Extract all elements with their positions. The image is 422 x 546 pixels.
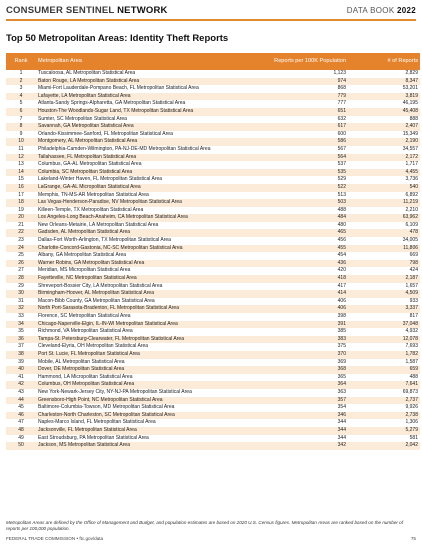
cell-num-reports: 2,187 xyxy=(348,275,420,283)
cell-num-reports: 15,349 xyxy=(348,131,420,139)
cell-num-reports: 424 xyxy=(348,267,420,275)
cell-per-100k: 365 xyxy=(260,374,348,382)
cell-area: Dallas-Fort Worth-Arlington, TX Metropolitan Statistical Area xyxy=(36,237,260,245)
cell-area: Killeen-Temple, TX Metropolitan Statistical Area xyxy=(36,207,260,215)
cell-rank: 38 xyxy=(6,351,36,359)
cell-num-reports: 488 xyxy=(348,374,420,382)
cell-area: East Stroudsburg, PA Metropolitan Statistical Area xyxy=(36,435,260,443)
cell-num-reports: 478 xyxy=(348,229,420,237)
table-row xyxy=(6,442,420,450)
col-header-area: Metropolitan Area xyxy=(36,53,260,70)
cell-rank: 46 xyxy=(6,412,36,420)
cell-area: New York-Newark-Jersey City, NY-NJ-PA Metropolitan Statistical Area xyxy=(36,389,260,397)
cell-rank: 20 xyxy=(6,214,36,222)
cell-area: Baltimore-Columbia-Towson, MD Metropolitan Statistical Area xyxy=(36,404,260,412)
table-row xyxy=(6,419,420,427)
cell-area: Fayetteville, NC Metropolitan Statistical Area xyxy=(36,275,260,283)
cell-rank: 11 xyxy=(6,146,36,154)
table-row xyxy=(6,412,420,420)
table-row xyxy=(6,427,420,435)
cell-per-100k: 777 xyxy=(260,100,348,108)
cell-per-100k: 344 xyxy=(260,427,348,435)
cell-area: Meridian, MS Micropolitan Statistical Area xyxy=(36,267,260,275)
cell-num-reports: 2,738 xyxy=(348,412,420,420)
cell-num-reports: 4,509 xyxy=(348,290,420,298)
cell-rank: 47 xyxy=(6,419,36,427)
col-header-num-reports: # of Reports xyxy=(348,53,420,70)
cell-rank: 13 xyxy=(6,161,36,169)
cell-per-100k: 417 xyxy=(260,283,348,291)
cell-num-reports: 798 xyxy=(348,260,420,268)
cell-rank: 39 xyxy=(6,359,36,367)
cell-num-reports: 3,736 xyxy=(348,176,420,184)
cell-rank: 5 xyxy=(6,100,36,108)
cell-area: Dover, DE Metropolitan Statistical Area xyxy=(36,366,260,374)
cell-rank: 25 xyxy=(6,252,36,260)
cell-rank: 43 xyxy=(6,389,36,397)
cell-rank: 8 xyxy=(6,123,36,131)
data-book-year: 2022 xyxy=(397,6,416,15)
cell-rank: 42 xyxy=(6,381,36,389)
cell-per-100k: 567 xyxy=(260,146,348,154)
cell-rank: 23 xyxy=(6,237,36,245)
cell-area: Columbia, SC Metropolitan Statistical Area xyxy=(36,169,260,177)
cell-num-reports: 540 xyxy=(348,184,420,192)
cell-rank: 35 xyxy=(6,328,36,336)
cell-rank: 40 xyxy=(6,366,36,374)
cell-rank: 31 xyxy=(6,298,36,306)
cell-per-100k: 537 xyxy=(260,161,348,169)
cell-num-reports: 8,347 xyxy=(348,78,420,86)
cell-per-100k: 342 xyxy=(260,442,348,450)
cell-num-reports: 69,873 xyxy=(348,389,420,397)
cell-per-100k: 513 xyxy=(260,192,348,200)
page-title: Top 50 Metropolitan Areas: Identity Theft Reports xyxy=(6,33,229,44)
cell-num-reports: 11,219 xyxy=(348,199,420,207)
cell-rank: 1 xyxy=(6,70,36,78)
cell-area: North Port-Sarasota-Bradenton, FL Metropolitan Statistical Area xyxy=(36,305,260,313)
cell-per-100k: 436 xyxy=(260,260,348,268)
cell-per-100k: 651 xyxy=(260,108,348,116)
cell-rank: 22 xyxy=(6,229,36,237)
cell-num-reports: 1,782 xyxy=(348,351,420,359)
table-row xyxy=(6,192,420,200)
cell-num-reports: 3,819 xyxy=(348,93,420,101)
table-body xyxy=(6,70,420,450)
cell-rank: 24 xyxy=(6,245,36,253)
table-row xyxy=(6,237,420,245)
table-row xyxy=(6,123,420,131)
cell-per-100k: 370 xyxy=(260,351,348,359)
table-row xyxy=(6,283,420,291)
cell-area: Port St. Lucie, FL Metropolitan Statistical Area xyxy=(36,351,260,359)
cell-per-100k: 344 xyxy=(260,419,348,427)
cell-area: Columbus, OH Metropolitan Statistical Area xyxy=(36,381,260,389)
cell-num-reports: 7,641 xyxy=(348,381,420,389)
cell-per-100k: 522 xyxy=(260,184,348,192)
cell-area: Naples-Marco Island, FL Metropolitan Statistical Area xyxy=(36,419,260,427)
data-book-label xyxy=(347,6,416,15)
table-row xyxy=(6,351,420,359)
cell-rank: 12 xyxy=(6,154,36,162)
cell-per-100k: 357 xyxy=(260,397,348,405)
cell-rank: 15 xyxy=(6,176,36,184)
cell-area: Chicago-Naperville-Elgin, IL-IN-WI Metropolitan Statistical Area xyxy=(36,321,260,329)
cell-per-100k: 369 xyxy=(260,359,348,367)
table-row xyxy=(6,366,420,374)
page-header xyxy=(6,5,416,17)
cell-area: Sumter, SC Metropolitan Statistical Area xyxy=(36,116,260,124)
cell-rank: 6 xyxy=(6,108,36,116)
cell-num-reports: 659 xyxy=(348,366,420,374)
cell-per-100k: 632 xyxy=(260,116,348,124)
cell-rank: 32 xyxy=(6,305,36,313)
cell-num-reports: 817 xyxy=(348,313,420,321)
cell-num-reports: 6,892 xyxy=(348,192,420,200)
cell-per-100k: 455 xyxy=(260,245,348,253)
cell-per-100k: 488 xyxy=(260,207,348,215)
table-row xyxy=(6,85,420,93)
table-row xyxy=(6,138,420,146)
cell-rank: 21 xyxy=(6,222,36,230)
table-row xyxy=(6,298,420,306)
cell-area: Charleston-North Charleston, SC Metropolitan Statistical Area xyxy=(36,412,260,420)
cell-area: Charlotte-Concord-Gastonia, NC-SC Metropolitan Statistical Area xyxy=(36,245,260,253)
cell-per-100k: 600 xyxy=(260,131,348,139)
cell-rank: 3 xyxy=(6,85,36,93)
cell-num-reports: 1,587 xyxy=(348,359,420,367)
table-row xyxy=(6,161,420,169)
cell-num-reports: 933 xyxy=(348,298,420,306)
cell-area: Macon-Bibb County, GA Metropolitan Statistical Area xyxy=(36,298,260,306)
table-row xyxy=(6,404,420,412)
brand-title xyxy=(6,5,168,16)
table-row xyxy=(6,336,420,344)
cell-num-reports: 4,455 xyxy=(348,169,420,177)
table-row xyxy=(6,78,420,86)
table-row xyxy=(6,146,420,154)
table-row xyxy=(6,70,420,78)
cell-rank: 4 xyxy=(6,93,36,101)
cell-per-100k: 974 xyxy=(260,78,348,86)
table-row xyxy=(6,169,420,177)
cell-area: Los Angeles-Long Beach-Anaheim, CA Metropolitan Statistical Area xyxy=(36,214,260,222)
cell-area: Columbus, GA-AL Metropolitan Statistical Area xyxy=(36,161,260,169)
cell-rank: 28 xyxy=(6,275,36,283)
cell-rank: 27 xyxy=(6,267,36,275)
data-book-text: DATA BOOK xyxy=(346,6,395,15)
cell-per-100k: 420 xyxy=(260,267,348,275)
cell-num-reports: 2,210 xyxy=(348,207,420,215)
cell-per-100k: 503 xyxy=(260,199,348,207)
cell-area: Memphis, TN-MS-AR Metropolitan Statistical Area xyxy=(36,192,260,200)
cell-rank: 45 xyxy=(6,404,36,412)
cell-rank: 34 xyxy=(6,321,36,329)
cell-rank: 2 xyxy=(6,78,36,86)
cell-area: LaGrange, GA-AL Micropolitan Statistical Area xyxy=(36,184,260,192)
table-row xyxy=(6,100,420,108)
cell-rank: 18 xyxy=(6,199,36,207)
table-row xyxy=(6,116,420,124)
cell-num-reports: 46,195 xyxy=(348,100,420,108)
footnote: Metropolitan Areas are defined by the Office of Management and Budget, and population estimates are based on 2020 U.S. Census figures. Metropolitan Areas are ranked based on the number of reports per 100,000 population. xyxy=(6,520,404,531)
cell-area: Tampa-St. Petersburg-Clearwater, FL Metropolitan Statistical Area xyxy=(36,336,260,344)
cell-per-100k: 779 xyxy=(260,93,348,101)
cell-num-reports: 12,078 xyxy=(348,336,420,344)
cell-num-reports: 1,306 xyxy=(348,419,420,427)
cell-area: Shreveport-Bossier City, LA Metropolitan Statistical Area xyxy=(36,283,260,291)
cell-num-reports: 4,932 xyxy=(348,328,420,336)
cell-num-reports: 5,279 xyxy=(348,427,420,435)
cell-rank: 41 xyxy=(6,374,36,382)
cell-rank: 36 xyxy=(6,336,36,344)
table-row xyxy=(6,389,420,397)
cell-per-100k: 406 xyxy=(260,298,348,306)
table-row xyxy=(6,199,420,207)
cell-per-100k: 529 xyxy=(260,176,348,184)
cell-area: Las Vegas-Henderson-Paradise, NV Metropolitan Statistical Area xyxy=(36,199,260,207)
cell-area: Warner Robins, GA Metropolitan Statistical Area xyxy=(36,260,260,268)
cell-area: Jacksonville, FL Metropolitan Statistical Area xyxy=(36,427,260,435)
table-row xyxy=(6,176,420,184)
cell-rank: 26 xyxy=(6,260,36,268)
cell-per-100k: 586 xyxy=(260,138,348,146)
table-row xyxy=(6,435,420,443)
cell-area: Birmingham-Hoover, AL Metropolitan Statistical Area xyxy=(36,290,260,298)
table-row xyxy=(6,131,420,139)
cell-num-reports: 669 xyxy=(348,252,420,260)
cell-per-100k: 484 xyxy=(260,214,348,222)
cell-area: Montgomery, AL Metropolitan Statistical Area xyxy=(36,138,260,146)
table-row xyxy=(6,275,420,283)
cell-area: Jackson, MS Metropolitan Statistical Area xyxy=(36,442,260,450)
cell-num-reports: 53,201 xyxy=(348,85,420,93)
cell-num-reports: 63,962 xyxy=(348,214,420,222)
cell-per-100k: 406 xyxy=(260,305,348,313)
table-row xyxy=(6,93,420,101)
cell-rank: 30 xyxy=(6,290,36,298)
table-row xyxy=(6,108,420,116)
cell-area: Atlanta-Sandy Springs-Alpharetta, GA Metropolitan Statistical Area xyxy=(36,100,260,108)
cell-area: Cleveland-Elyria, OH Metropolitan Statistical Area xyxy=(36,343,260,351)
cell-num-reports: 1,717 xyxy=(348,161,420,169)
col-header-per-100k: Reports per 100K Population xyxy=(260,53,348,70)
cell-per-100k: 535 xyxy=(260,169,348,177)
brand-title-part1: CONSUMER SENTINEL xyxy=(6,5,115,16)
cell-rank: 16 xyxy=(6,184,36,192)
cell-rank: 37 xyxy=(6,343,36,351)
cell-num-reports: 888 xyxy=(348,116,420,124)
table-row xyxy=(6,321,420,329)
table-row xyxy=(6,343,420,351)
cell-rank: 14 xyxy=(6,169,36,177)
cell-rank: 29 xyxy=(6,283,36,291)
cell-rank: 50 xyxy=(6,442,36,450)
table-row xyxy=(6,313,420,321)
cell-per-100k: 364 xyxy=(260,381,348,389)
col-header-rank: Rank xyxy=(6,53,36,70)
table-row xyxy=(6,252,420,260)
table-row xyxy=(6,207,420,215)
footer-source: FEDERAL TRADE COMMISSION • ftc.gov/data xyxy=(6,536,104,541)
cell-num-reports: 1,657 xyxy=(348,283,420,291)
cell-per-100k: 375 xyxy=(260,343,348,351)
header-rule xyxy=(6,19,416,21)
page-footer xyxy=(6,536,416,541)
cell-per-100k: 391 xyxy=(260,321,348,329)
cell-rank: 49 xyxy=(6,435,36,443)
cell-per-100k: 363 xyxy=(260,389,348,397)
cell-rank: 7 xyxy=(6,116,36,124)
table-row xyxy=(6,222,420,230)
table-row xyxy=(6,214,420,222)
cell-area: Tallahassee, FL Metropolitan Statistical Area xyxy=(36,154,260,162)
cell-per-100k: 465 xyxy=(260,229,348,237)
cell-per-100k: 1,123 xyxy=(260,70,348,78)
cell-num-reports: 2,172 xyxy=(348,154,420,162)
cell-num-reports: 7,693 xyxy=(348,343,420,351)
table-header-row xyxy=(6,53,420,70)
cell-rank: 33 xyxy=(6,313,36,321)
cell-area: Tuscaloosa, AL Metropolitan Statistical Area xyxy=(36,70,260,78)
table-row xyxy=(6,374,420,382)
cell-per-100k: 480 xyxy=(260,222,348,230)
cell-rank: 17 xyxy=(6,192,36,200)
cell-area: Savannah, GA Metropolitan Statistical Area xyxy=(36,123,260,131)
cell-area: Lafayette, LA Metropolitan Statistical Area xyxy=(36,93,260,101)
cell-per-100k: 383 xyxy=(260,336,348,344)
cell-area: Hammond, LA Micropolitan Statistical Area xyxy=(36,374,260,382)
cell-per-100k: 456 xyxy=(260,237,348,245)
cell-num-reports: 2,190 xyxy=(348,138,420,146)
brand-title-part2: NETWORK xyxy=(117,5,168,16)
cell-per-100k: 368 xyxy=(260,366,348,374)
cell-area: Lakeland-Winter Haven, FL Metropolitan Statistical Area xyxy=(36,176,260,184)
cell-num-reports: 3,337 xyxy=(348,305,420,313)
metro-areas-table xyxy=(6,53,420,450)
cell-per-100k: 418 xyxy=(260,275,348,283)
table-row xyxy=(6,184,420,192)
cell-rank: 19 xyxy=(6,207,36,215)
cell-rank: 44 xyxy=(6,397,36,405)
cell-rank: 10 xyxy=(6,138,36,146)
cell-area: Albany, GA Metropolitan Statistical Area xyxy=(36,252,260,260)
cell-area: Mobile, AL Metropolitan Statistical Area xyxy=(36,359,260,367)
cell-area: Baton Rouge, LA Metropolitan Statistical Area xyxy=(36,78,260,86)
cell-area: Richmond, VA Metropolitan Statistical Area xyxy=(36,328,260,336)
cell-area: Florence, SC Metropolitan Statistical Area xyxy=(36,313,260,321)
table-row xyxy=(6,328,420,336)
cell-num-reports: 2,407 xyxy=(348,123,420,131)
table-row xyxy=(6,305,420,313)
cell-num-reports: 6,109 xyxy=(348,222,420,230)
cell-per-100k: 414 xyxy=(260,290,348,298)
table-row xyxy=(6,260,420,268)
cell-num-reports: 2,829 xyxy=(348,70,420,78)
cell-per-100k: 454 xyxy=(260,252,348,260)
cell-area: Gadsden, AL Metropolitan Statistical Area xyxy=(36,229,260,237)
table-row xyxy=(6,381,420,389)
cell-num-reports: 2,042 xyxy=(348,442,420,450)
cell-num-reports: 45,408 xyxy=(348,108,420,116)
cell-per-100k: 564 xyxy=(260,154,348,162)
cell-per-100k: 344 xyxy=(260,435,348,443)
cell-area: Philadelphia-Camden-Wilmington, PA-NJ-DE-MD Metropolitan Statistical Area xyxy=(36,146,260,154)
cell-num-reports: 2,737 xyxy=(348,397,420,405)
cell-num-reports: 34,557 xyxy=(348,146,420,154)
cell-per-100k: 617 xyxy=(260,123,348,131)
cell-num-reports: 11,806 xyxy=(348,245,420,253)
cell-rank: 48 xyxy=(6,427,36,435)
cell-area: Houston-The Woodlands-Sugar Land, TX Metropolitan Statistical Area xyxy=(36,108,260,116)
table-row xyxy=(6,154,420,162)
cell-rank: 9 xyxy=(6,131,36,139)
cell-per-100k: 398 xyxy=(260,313,348,321)
cell-num-reports: 9,926 xyxy=(348,404,420,412)
table-row xyxy=(6,359,420,367)
cell-per-100k: 354 xyxy=(260,404,348,412)
cell-per-100k: 385 xyxy=(260,328,348,336)
table-row xyxy=(6,245,420,253)
cell-area: Greensboro-High Point, NC Metropolitan Statistical Area xyxy=(36,397,260,405)
cell-per-100k: 346 xyxy=(260,412,348,420)
table-row xyxy=(6,290,420,298)
cell-area: New Orleans-Metairie, LA Metropolitan Statistical Area xyxy=(36,222,260,230)
cell-num-reports: 34,005 xyxy=(348,237,420,245)
cell-per-100k: 868 xyxy=(260,85,348,93)
table-row xyxy=(6,229,420,237)
cell-num-reports: 37,048 xyxy=(348,321,420,329)
cell-area: Orlando-Kissimmee-Sanford, FL Metropolitan Statistical Area xyxy=(36,131,260,139)
cell-num-reports: 581 xyxy=(348,435,420,443)
page-number: 75 xyxy=(410,536,416,541)
table-row xyxy=(6,397,420,405)
cell-area: Miami-Fort Lauderdale-Pompano Beach, FL Metropolitan Statistical Area xyxy=(36,85,260,93)
table-row xyxy=(6,267,420,275)
